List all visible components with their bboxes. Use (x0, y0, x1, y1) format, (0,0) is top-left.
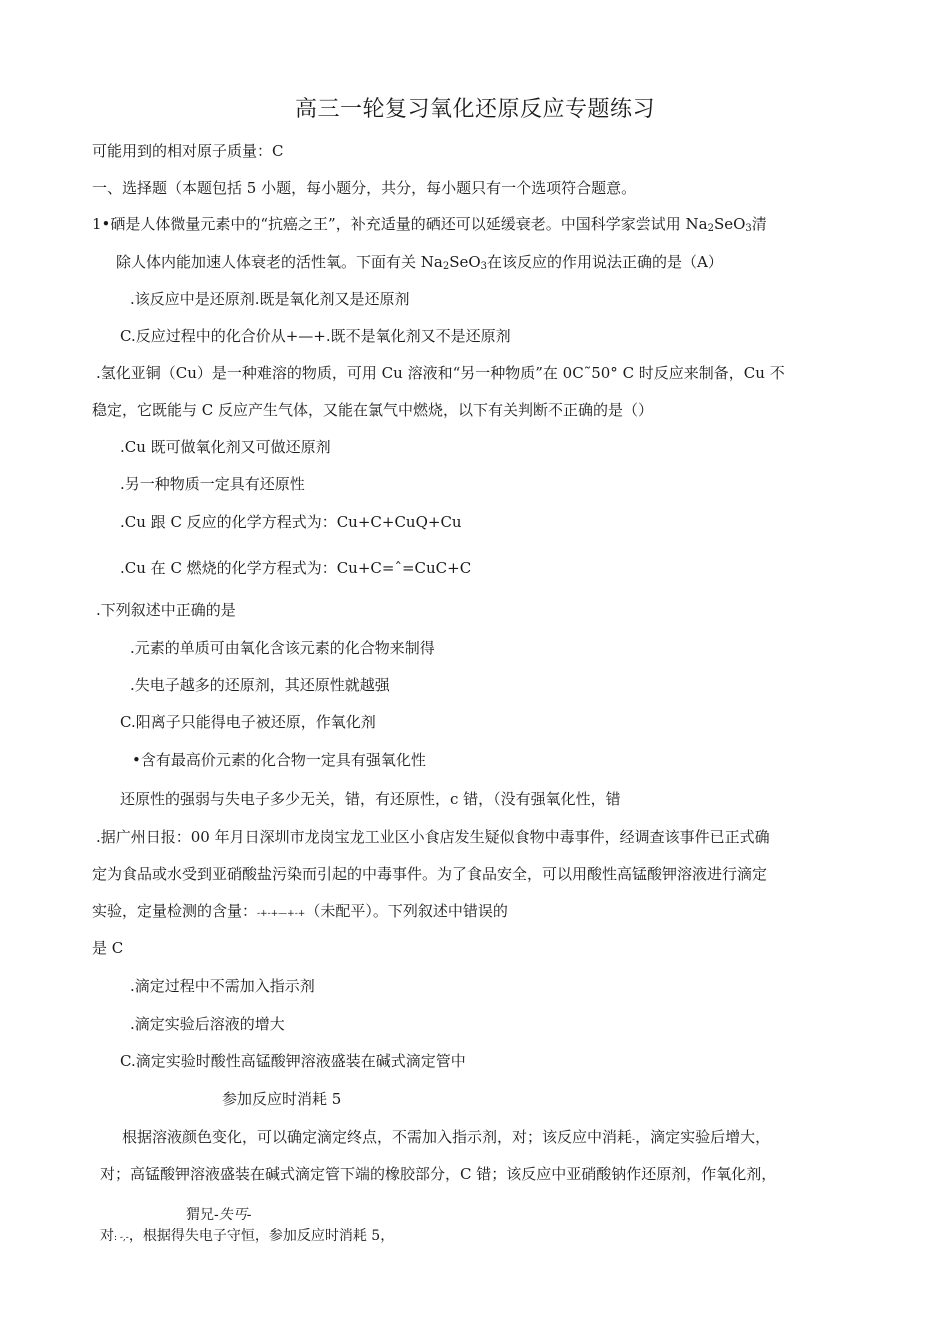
q3-stem: .下列叙述中正确的是 (96, 601, 236, 619)
q3-option: C.阳离子只能得电子被还原，作氧化剂 (120, 713, 376, 731)
q4-stem-line3: 实验，定量检测的含量：-+-+—+-+（未配平）。下列叙述中错误的 (92, 902, 508, 920)
q4-option: C.滴定实验时酸性高锰酸钾溶液盛装在碱式滴定管中 (120, 1052, 466, 1070)
q4-option: .滴定过程中不需加入指示剂 (130, 977, 315, 995)
q4-stem-line1: .据广州日报：00 年月日深圳市龙岗宝龙工业区小食店发生疑似食物中毒事件，经调查该事件已正式确 (96, 828, 770, 846)
q4-stem-line4: 是 C (92, 939, 124, 957)
section-heading: 一、选择题（本题包括 5 小题，每小题分，共分，每小题只有一个选项符合题意。 (92, 179, 637, 197)
q4-option: 参加反应时消耗 5 (222, 1090, 342, 1108)
q2-stem-line1: .氢化亚铜（Cu）是一种难溶的物质，可用 Cu 溶液和“另一种物质”在 0C˜50° C 时反应来制备，Cu 不 (96, 364, 785, 382)
q4-analysis-line4: 对: -,-，根据得失电子守恒，参加反应时消耗 5， (100, 1228, 395, 1244)
q1-option: .该反应中是还原剂.既是氧化剂又是还原剂 (130, 290, 410, 308)
q4-analysis-line1: 根据溶液颜色变化，可以确定滴定终点，不需加入指示剂，对；该反应中消耗-，滴定实验后增大， (122, 1128, 771, 1146)
q3-option: .失电子越多的还原剂，其还原性就越强 (130, 676, 390, 694)
q4-stem-line2: 定为食品或水受到亚硝酸盐污染而引起的中毒事件。为了食品安全，可以用酸性高锰酸钾溶液进行滴定 (92, 865, 768, 883)
q2-option: .另一种物质一定具有还原性 (120, 475, 305, 493)
q1-stem-line2: 除人体内能加速人体衰老的活性氧。下面有关 $Na_2SeO_3$在该反应的作用说法正确的是（A） (116, 253, 723, 272)
q2-option: .Cu 既可做氧化剂又可做还原剂 (120, 438, 331, 456)
q3-option: •含有最高价元素的化合物一定具有强氧化性 (132, 751, 426, 769)
q2-option: .Cu 在 C 燃烧的化学方程式为：Cu+C=ˆ=CuC+C (120, 559, 472, 577)
q4-option: .滴定实验后溶液的增大 (130, 1015, 285, 1033)
q3-analysis: 还原性的强弱与失电子多少无关，错，有还原性，c 错，（没有强氧化性，错 (120, 790, 621, 808)
q2-option: .Cu 跟 C 反应的化学方程式为：Cu+C+CuQ+Cu (120, 513, 462, 531)
q1-option: C.反应过程中的化合价从+—+.既不是氧化剂又不是还原剂 (120, 327, 511, 345)
q3-option: .元素的单质可由氧化含该元素的化合物来制得 (130, 639, 435, 657)
q1-stem-line1: 1•硒是人体微量元素中的“抗癌之王”，补充适量的硒还可以延缓衰老。中国科学家尝试用 $Na_2SeO_3$清 (92, 215, 767, 234)
q2-stem-line2: 稳定，它既能与 C 反应产生气体，又能在氯气中燃烧，以下有关判断不正确的是（） (92, 401, 654, 419)
q4-analysis-line3: 猬兄-失丐- (186, 1207, 252, 1223)
page-title: 高三一轮复习氧化还原反应专题练习 (294, 97, 655, 122)
q4-analysis-line2: 对；高锰酸钾溶液盛装在碱式滴定管下端的橡胶部分，C 错；该反应中亚硝酸钠作还原剂，作氧化剂， (100, 1165, 777, 1183)
intro-text: 可能用到的相对原子质量：C (92, 142, 284, 160)
